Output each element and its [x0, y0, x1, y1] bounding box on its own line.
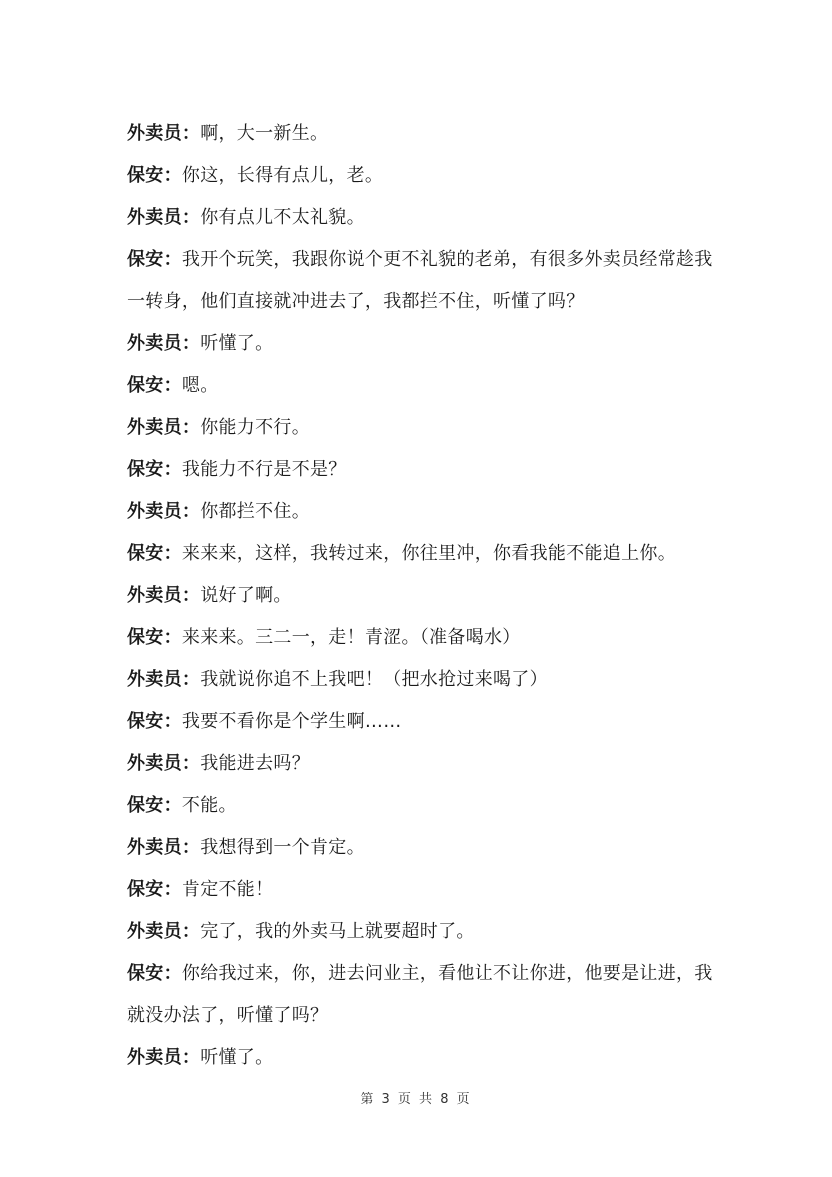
line-text: 我能力不行是不是？	[181, 459, 347, 480]
speaker-label: 保安：	[127, 711, 182, 732]
dialogue-line	[127, 449, 717, 491]
dialogue-list	[127, 113, 717, 1079]
line-text: 你能力不行。	[200, 417, 311, 438]
line-text: 你这，长得有点儿，老。	[181, 165, 384, 186]
dialogue-line	[127, 659, 717, 701]
line-text: 你都拦不住。	[200, 501, 311, 522]
line-text: 你有点儿不太礼貌。	[200, 207, 365, 228]
dialogue-line	[127, 617, 717, 659]
speaker-label: 外卖员：	[127, 753, 201, 774]
speaker-label: 保安：	[127, 879, 182, 900]
line-text: 来来来。三二一，走！青涩。（准备喝水）	[181, 627, 521, 648]
dialogue-line	[127, 491, 717, 533]
speaker-label: 外卖员：	[127, 1047, 201, 1068]
dialogue-line	[127, 155, 717, 197]
line-text: 说好了啊。	[200, 585, 292, 606]
line-text: 听懂了。	[200, 333, 274, 354]
speaker-label: 保安：	[127, 795, 182, 816]
line-text: 听懂了。	[200, 1047, 274, 1068]
line-text: 我想得到一个肯定。	[200, 837, 365, 858]
speaker-label: 外卖员：	[127, 837, 201, 858]
dialogue-line	[127, 785, 717, 827]
line-text: 嗯。	[181, 375, 219, 396]
dialogue-line	[127, 533, 717, 575]
line-text: 我要不看你是个学生啊……	[181, 711, 402, 732]
dialogue-line	[127, 869, 717, 911]
speaker-label: 保安：	[127, 627, 182, 648]
line-text: 我能进去吗？	[200, 753, 311, 774]
line-text: 来来来，这样，我转过来，你往里冲，你看我能不能追上你。	[181, 543, 677, 564]
dialogue-line	[127, 1037, 717, 1079]
dialogue-line	[127, 197, 717, 239]
speaker-label: 外卖员：	[127, 585, 201, 606]
speaker-label: 外卖员：	[127, 417, 201, 438]
speaker-label: 外卖员：	[127, 123, 201, 144]
dialogue-line	[127, 575, 717, 617]
line-text: 完了，我的外卖马上就要超时了。	[200, 921, 475, 942]
dialogue-line	[127, 953, 717, 1037]
dialogue-line	[127, 407, 717, 449]
dialogue-line	[127, 911, 717, 953]
line-text: 我开个玩笑，我跟你说个更不礼貌的老弟，有很多外卖员经常趁我一转身，他们直接就冲进去了，我都拦不住，听懂了吗？	[127, 249, 713, 312]
dialogue-line	[127, 239, 717, 323]
speaker-label: 外卖员：	[127, 501, 201, 522]
speaker-label: 保安：	[127, 963, 182, 984]
dialogue-line	[127, 365, 717, 407]
speaker-label: 外卖员：	[127, 669, 201, 690]
speaker-label: 保安：	[127, 375, 182, 396]
line-text: 不能。	[181, 795, 237, 816]
line-text: 啊，大一新生。	[200, 123, 329, 144]
line-text: 你给我过来，你，进去问业主，看他让不让你进，他要是让进，我就没办法了，听懂了吗？	[127, 963, 713, 1026]
line-text: 我就说你追不上我吧！（把水抢过来喝了）	[200, 669, 548, 690]
speaker-label: 保安：	[127, 459, 182, 480]
speaker-label: 外卖员：	[127, 207, 201, 228]
speaker-label: 保安：	[127, 165, 182, 186]
speaker-label: 外卖员：	[127, 921, 201, 942]
dialogue-line	[127, 827, 717, 869]
line-text: 肯定不能！	[181, 879, 274, 900]
dialogue-line	[127, 701, 717, 743]
dialogue-line	[127, 743, 717, 785]
dialogue-line	[127, 323, 717, 365]
page-number-footer: 第 3 页 共 8 页	[360, 1092, 472, 1107]
speaker-label: 外卖员：	[127, 333, 201, 354]
speaker-label: 保安：	[127, 543, 182, 564]
speaker-label: 保安：	[127, 249, 182, 270]
dialogue-line	[127, 113, 717, 155]
